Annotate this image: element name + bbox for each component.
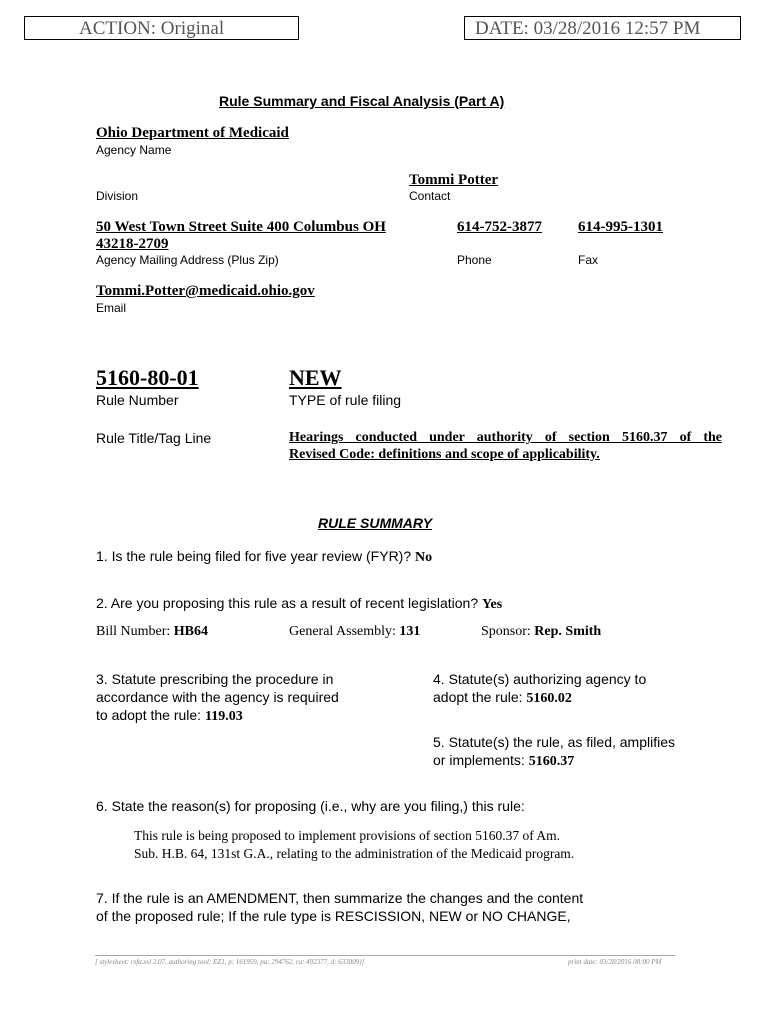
rule-number: 5160-80-01 xyxy=(96,365,199,390)
question-1-text: 1. Is the rule being filed for five year review (FYR)? xyxy=(96,548,412,564)
action-box xyxy=(24,16,299,40)
general-assembly xyxy=(289,624,420,640)
fax-label: Fax xyxy=(578,253,599,267)
bill-number-label: Bill Number: xyxy=(96,624,171,639)
question-3-line2: accordance with the agency is required xyxy=(96,689,339,705)
bill-number-value: HB64 xyxy=(173,624,209,639)
question-2-answer: Yes xyxy=(482,597,503,612)
question-5-text: or implements: xyxy=(433,752,525,768)
question-2 xyxy=(96,595,502,613)
question-3-line1: 3. Statute prescribing the procedure in xyxy=(96,671,334,687)
rule-number-label: Rule Number xyxy=(96,392,179,408)
question-4-text: adopt the rule: xyxy=(433,689,523,705)
question-4-line1: 4. Statute(s) authorizing agency to xyxy=(433,671,647,687)
general-assembly-label: General Assembly: xyxy=(289,624,396,639)
agency-name-label: Agency Name xyxy=(96,143,172,157)
question-3-line3 xyxy=(96,707,243,725)
rule-type: NEW xyxy=(289,365,342,390)
action-text: ACTION: Original xyxy=(79,18,225,39)
bill-number xyxy=(96,624,208,640)
question-7-line1: 7. If the rule is an AMENDMENT, then summarize the changes and the content xyxy=(96,890,584,906)
question-6-answer-line2: Sub. H.B. 64, 131st G.A., relating to the administration of the Medicaid program. xyxy=(134,846,575,861)
agency-name: Ohio Department of Medicaid xyxy=(96,125,289,141)
date-text: DATE: 03/28/2016 12:57 PM xyxy=(475,18,701,39)
footer-print-date: print date: 03/28/2016 08:00 PM xyxy=(568,958,662,966)
question-6: 6. State the reason(s) for proposing (i.e., why are you filing,) this rule: xyxy=(96,798,525,814)
contact-name: Tommi Potter xyxy=(409,172,499,188)
rule-summary-heading: RULE SUMMARY xyxy=(318,515,433,531)
general-assembly-value: 131 xyxy=(399,624,421,639)
question-4-answer: 5160.02 xyxy=(526,691,572,706)
question-4-line2 xyxy=(433,689,572,707)
rule-title-label: Rule Title/Tag Line xyxy=(96,430,212,446)
rule-type-label: TYPE of rule filing xyxy=(289,392,402,408)
address-line2: 43218-2709 xyxy=(96,236,169,252)
address-line1: 50 West Town Street Suite 400 Columbus OH xyxy=(96,219,386,235)
question-3-answer: 119.03 xyxy=(204,709,243,724)
fax-value: 614-995-1301 xyxy=(578,219,663,235)
rule-title-line1: Hearings conducted under authority of section 5160.37 of the xyxy=(289,430,722,445)
question-1 xyxy=(96,548,432,566)
question-5-line2 xyxy=(433,752,574,770)
question-2-text: 2. Are you proposing this rule as a result of recent legislation? xyxy=(96,595,479,611)
sponsor-value: Rep. Smith xyxy=(534,624,602,639)
page-title: Rule Summary and Fiscal Analysis (Part A) xyxy=(219,93,505,109)
email-value: Tommi.Potter@medicaid.ohio.gov xyxy=(96,283,315,299)
question-5-line1: 5. Statute(s) the rule, as filed, amplifies xyxy=(433,734,675,750)
question-7-line2: of the proposed rule; If the rule type is RESCISSION, NEW or NO CHANGE, xyxy=(96,908,571,924)
question-5-answer: 5160.37 xyxy=(528,754,575,769)
footer-stylesheet-info: [ stylesheet: rsfa.xsl 2.07, authoring tool: EZ1, p: 161959, pa: 294762, ra: 492377, d: 633809)] xyxy=(95,958,365,966)
address-label: Agency Mailing Address (Plus Zip) xyxy=(96,253,279,267)
date-box xyxy=(464,16,741,40)
footer-divider xyxy=(95,955,675,956)
question-3-text: to adopt the rule: xyxy=(96,707,202,723)
rule-title-line2: Revised Code: definitions and scope of applicability. xyxy=(289,447,600,462)
contact-label: Contact xyxy=(409,189,451,203)
email-label: Email xyxy=(96,301,127,315)
question-1-answer: No xyxy=(415,550,433,565)
sponsor-label: Sponsor: xyxy=(481,624,531,639)
question-6-answer-line1: This rule is being proposed to implement provisions of section 5160.37 of Am. xyxy=(134,828,560,843)
division-label: Division xyxy=(96,189,139,203)
phone-value: 614-752-3877 xyxy=(457,219,542,235)
sponsor xyxy=(481,624,601,640)
phone-label: Phone xyxy=(457,253,492,267)
